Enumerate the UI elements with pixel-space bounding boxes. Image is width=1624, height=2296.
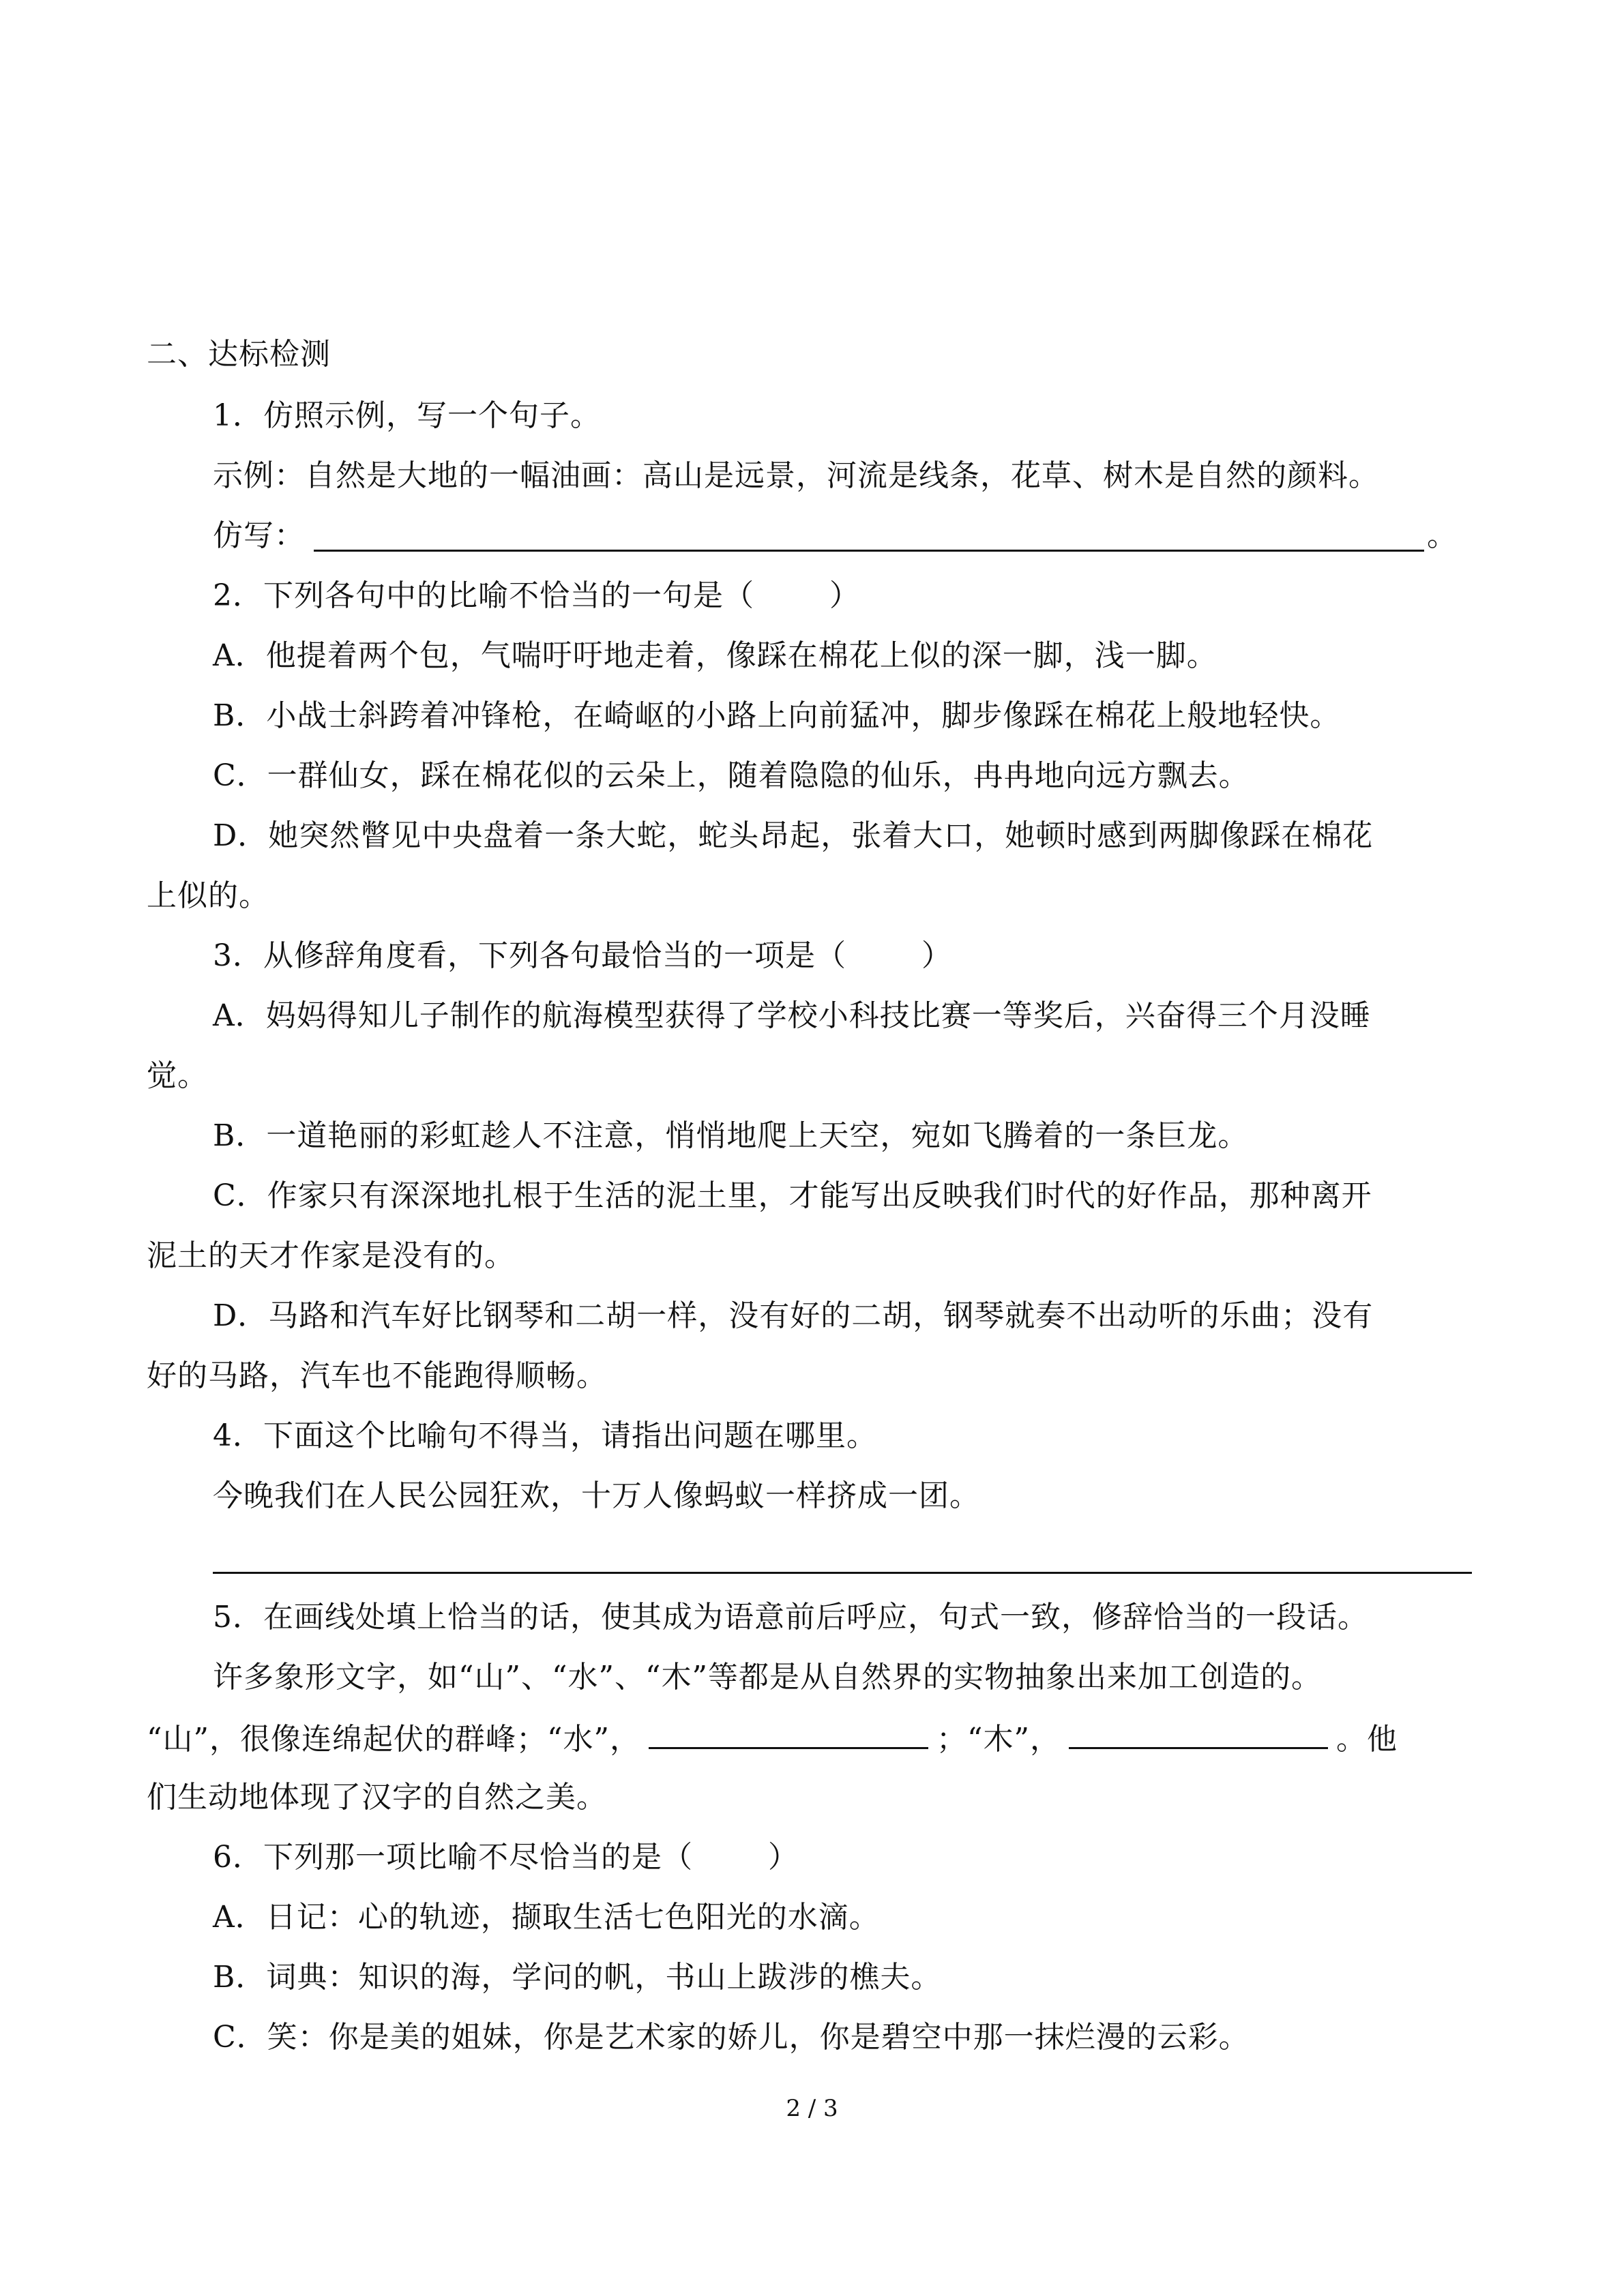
q6-stem-close: ） [768, 1840, 799, 1875]
q5-blank-water[interactable] [649, 1717, 928, 1749]
q1-imitate-end: 。 [1427, 518, 1458, 553]
q5-blank-wood[interactable] [1069, 1717, 1328, 1749]
q6-option-c: C．笑：你是美的姐妹，你是艺术家的娇儿，你是碧空中那一抹烂漫的云彩。 [213, 2020, 1250, 2055]
q3-option-c-line2: 泥土的天才作家是没有的。 [147, 1238, 515, 1273]
q2-option-d-line2: 上似的。 [147, 878, 269, 913]
q1-stem: 1．仿照示例，写一个句子。 [213, 398, 601, 433]
q6-option-b: B．词典：知识的海，学问的帆，书山上跋涉的樵夫。 [213, 1960, 942, 1995]
q3-stem-text: 3．从修辞角度看，下列各句最恰当的一项是（ [213, 938, 846, 973]
q4-stem: 4．下面这个比喻句不得当，请指出问题在哪里。 [213, 1418, 877, 1453]
q3-stem [213, 936, 952, 976]
q2-option-d-line1: D．她突然瞥见中央盘着一条大蛇，蛇头昂起，张着大口，她顿时感到两脚像踩在棉花 [213, 818, 1374, 853]
q2-option-b: B．小战士斜跨着冲锋枪，在崎岖的小路上向前猛冲，脚步像踩在棉花上般地轻快。 [213, 698, 1341, 733]
q2-option-c: C．一群仙女，踩在棉花似的云朵上，随着隐隐的仙乐，冉冉地向远方飘去。 [213, 758, 1250, 793]
q3-option-d-line2: 好的马路，汽车也不能跑得顺畅。 [147, 1358, 607, 1393]
q3-option-b: B．一道艳丽的彩虹趁人不注意，悄悄地爬上天空，宛如飞腾着的一条巨龙。 [213, 1118, 1249, 1153]
q5-text-c: 。他 [1335, 1722, 1398, 1757]
q3-option-c-line1: C．作家只有深深地扎根于生活的泥土里，才能写出反映我们时代的好作品，那种离开 [213, 1178, 1372, 1213]
q3-option-d-line1: D．马路和汽车好比钢琴和二胡一样，没有好的二胡，钢琴就奏不出动听的乐曲；没有 [213, 1298, 1374, 1333]
q3-option-a-line1: A．妈妈得知儿子制作的航海模型获得了学校小科技比赛一等奖后，兴奋得三个月没睡 [213, 998, 1371, 1033]
q5-paragraph-line2 [147, 1717, 1398, 1760]
q1-example: 示例：自然是大地的一幅油画：高山是远景，河流是线条，花草、树木是自然的颜料。 [213, 458, 1379, 493]
q1-answer-line[interactable] [314, 550, 1424, 552]
q6-stem [213, 1837, 799, 1878]
q6-stem-text: 6．下列那一项比喻不尽恰当的是（ [213, 1840, 693, 1875]
q5-stem: 5．在画线处填上恰当的话，使其成为语意前后呼应，句式一致，修辞恰当的一段话。 [213, 1600, 1368, 1635]
q3-stem-close: ） [921, 938, 952, 973]
q5-text-b: ；“木”， [936, 1722, 1061, 1757]
q4-answer-line[interactable] [213, 1572, 1472, 1574]
q2-stem-close: ） [829, 578, 860, 613]
q6-option-a: A．日记：心的轨迹，撷取生活七色阳光的水滴。 [213, 1900, 880, 1935]
q1-imitate-label: 仿写： [213, 518, 305, 553]
q2-stem-text: 2．下列各句中的比喻不恰当的一句是（ [213, 578, 754, 613]
q3-option-a-line2: 觉。 [147, 1058, 208, 1093]
q5-text-a: “山”，很像连绵起伏的群峰；“水”， [147, 1722, 640, 1757]
page-number: 2 / 3 [786, 2095, 838, 2122]
q4-sentence: 今晚我们在人民公园狂欢，十万人像蚂蚁一样挤成一团。 [213, 1478, 980, 1513]
q2-option-a: A．他提着两个包，气喘吁吁地走着，像踩在棉花上似的深一脚，浅一脚。 [213, 638, 1217, 673]
section-title: 二、达标检测 [147, 337, 331, 372]
q5-paragraph-line1: 许多象形文字，如“山”、“水”、“木”等都是从自然界的实物抽象出来加工创造的。 [213, 1660, 1322, 1695]
q5-paragraph-line3: 们生动地体现了汉字的自然之美。 [147, 1780, 607, 1815]
q2-stem [213, 576, 860, 616]
